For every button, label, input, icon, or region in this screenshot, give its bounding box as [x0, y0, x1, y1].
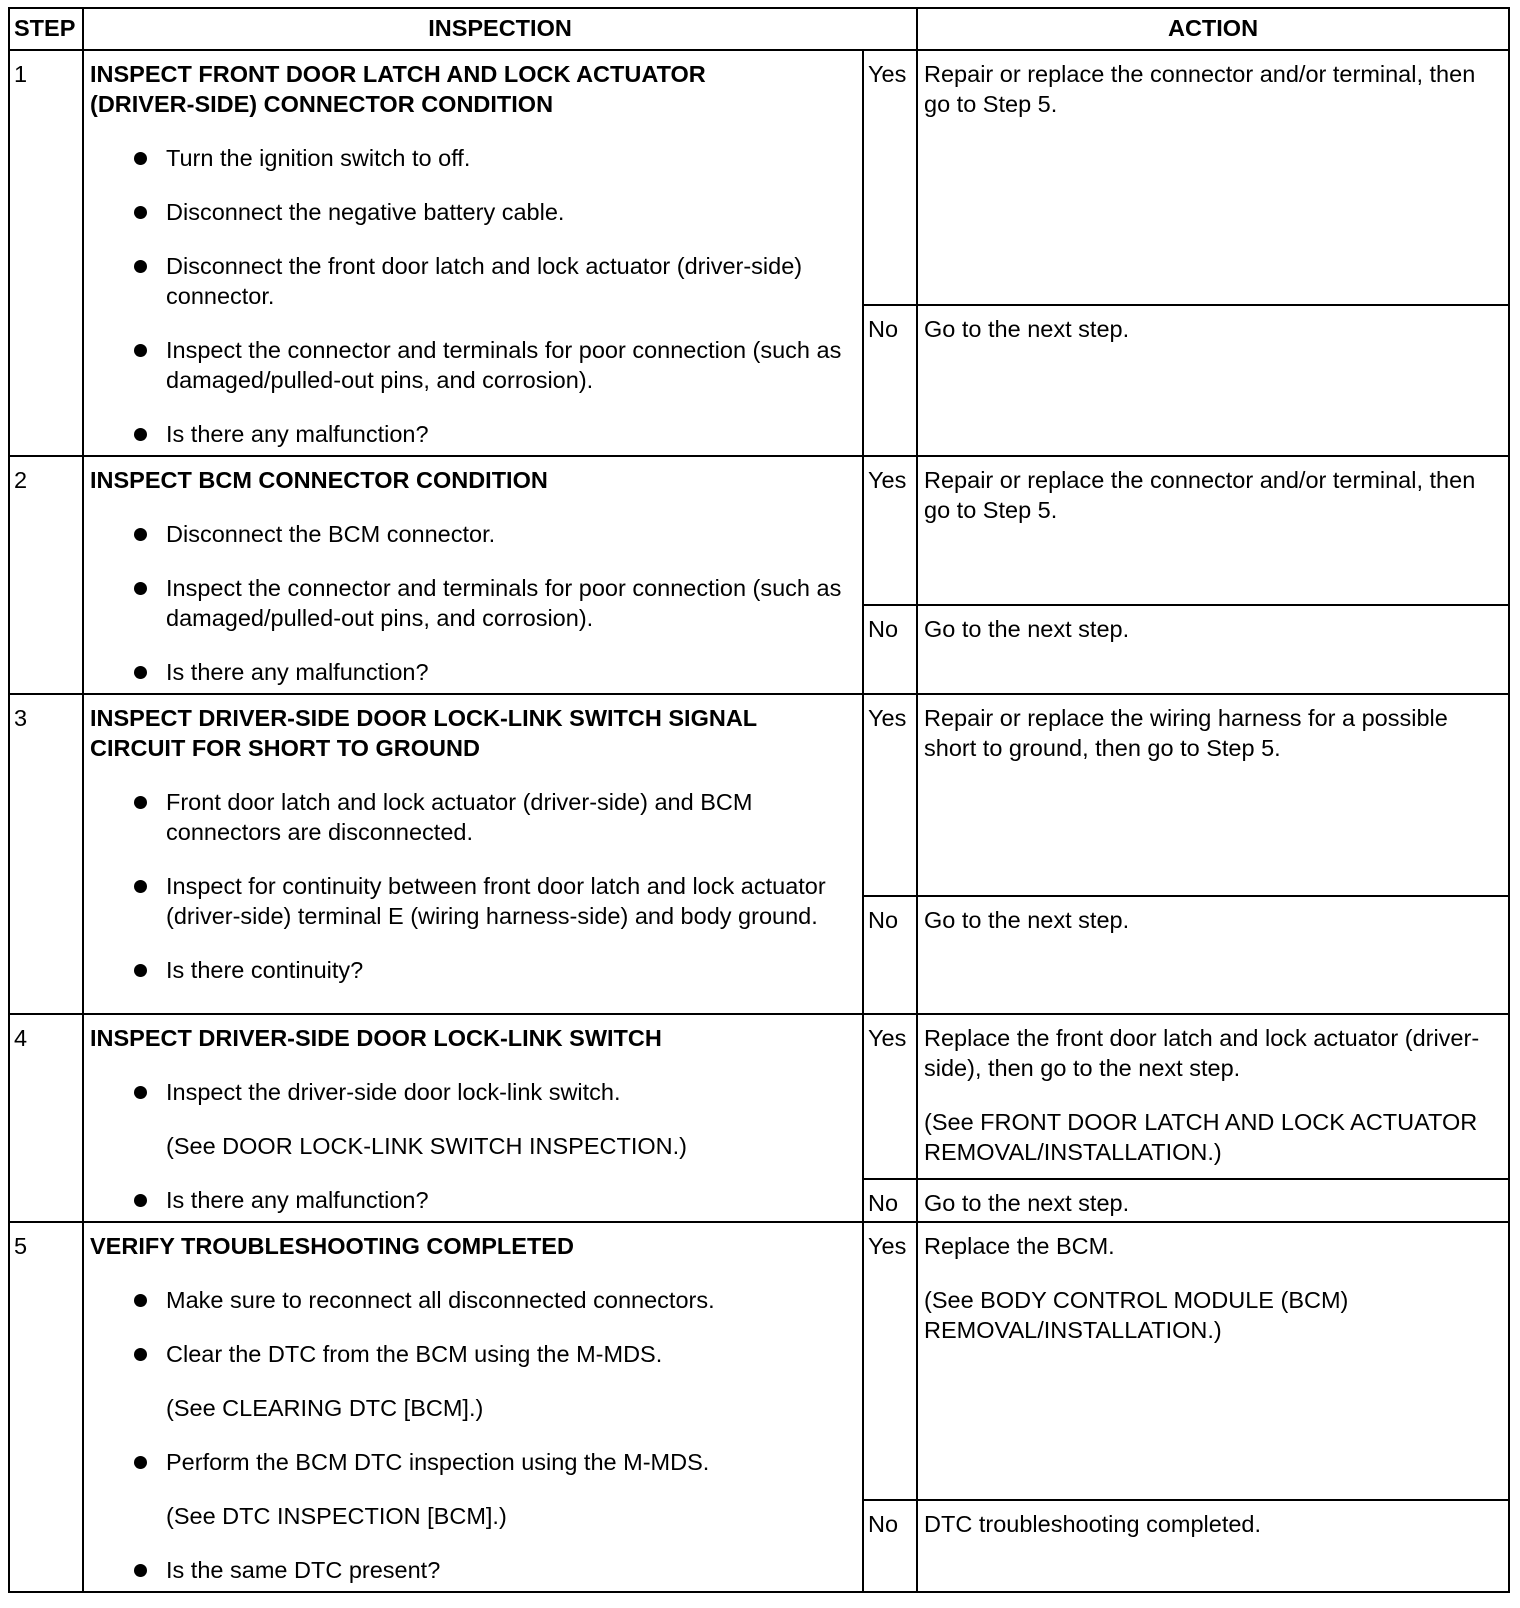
no-label: No [863, 1179, 917, 1222]
action-text: DTC troubleshooting completed. [924, 1511, 1262, 1538]
inspection-list [90, 519, 842, 687]
step-row [9, 1014, 1509, 1179]
step-title [90, 1231, 842, 1261]
step-title [90, 59, 842, 119]
inspection-cell [83, 1014, 863, 1222]
inspection-column-header: INSPECTION [83, 8, 917, 50]
inspection-item: Front door latch and lock actuator (driver-side) and BCM connectors are disconnected. [90, 787, 842, 847]
inspection-item: Disconnect the front door latch and lock actuator (driver-side) connector. [90, 251, 842, 311]
step-column-header: STEP [9, 8, 83, 50]
step-row [9, 1222, 1509, 1500]
inspection-item: Disconnect the BCM connector. [90, 519, 842, 549]
step-title-line: INSPECT DRIVER-SIDE DOOR LOCK-LINK SWITCH SIGNAL [90, 705, 758, 731]
inspection-item: Is there continuity? [90, 955, 842, 985]
inspection-list [90, 143, 842, 449]
inspection-list [90, 1077, 842, 1215]
step-title [90, 465, 842, 495]
inspection-item: Perform the BCM DTC inspection using the M-MDS. [90, 1447, 842, 1477]
inspection-cell [83, 1222, 863, 1592]
no-label: No [863, 1500, 917, 1592]
no-label: No [863, 896, 917, 1014]
inspection-item: Inspect the driver-side door lock-link switch. [90, 1077, 842, 1107]
step-number: 1 [9, 50, 83, 456]
inspection-item: Is there any malfunction? [90, 657, 842, 687]
header-row [9, 8, 1509, 50]
step-title-line: INSPECT DRIVER-SIDE DOOR LOCK-LINK SWITCH [90, 1025, 662, 1051]
no-action [917, 605, 1509, 694]
yes-label: Yes [863, 456, 917, 605]
inspection-item: Make sure to reconnect all disconnected connectors. [90, 1285, 842, 1315]
action-text: (See FRONT DOOR LATCH AND LOCK ACTUATOR REMOVAL/INSTALLATION.) [924, 1109, 1478, 1165]
no-action [917, 1179, 1509, 1222]
action-text: Replace the BCM. [924, 1233, 1115, 1259]
step-number: 3 [9, 694, 83, 1014]
inspection-cell [83, 694, 863, 1014]
yes-label: Yes [863, 50, 917, 305]
action-text: Repair or replace the wiring harness for a possible short to ground, then go to Step 5. [924, 705, 1448, 761]
yes-action [917, 694, 1509, 896]
no-label: No [863, 305, 917, 456]
inspection-list [90, 1285, 842, 1585]
yes-action [917, 456, 1509, 605]
step-row [9, 456, 1509, 605]
no-label: No [863, 605, 917, 694]
action-text: Repair or replace the connector and/or terminal, then go to Step 5. [924, 61, 1476, 117]
yes-label: Yes [863, 1014, 917, 1179]
step-number: 5 [9, 1222, 83, 1592]
inspection-item: Inspect the connector and terminals for poor connection (such as damaged/pulled-out pins, and corrosion). [90, 335, 842, 395]
no-action [917, 1500, 1509, 1592]
reference-note: (See DTC INSPECTION [BCM].) [166, 1503, 507, 1529]
step-row [9, 50, 1509, 305]
action-text: Go to the next step. [924, 316, 1130, 343]
action-text: Go to the next step. [924, 616, 1130, 643]
inspection-item: Clear the DTC from the BCM using the M-MDS. [90, 1339, 842, 1369]
inspection-list [90, 787, 842, 985]
reference-note: (See DOOR LOCK-LINK SWITCH INSPECTION.) [166, 1133, 687, 1159]
step-title-line: CIRCUIT FOR SHORT TO GROUND [90, 735, 480, 761]
yes-label: Yes [863, 1222, 917, 1500]
no-action [917, 896, 1509, 1014]
step-title-line: INSPECT FRONT DOOR LATCH AND LOCK ACTUATOR [90, 61, 706, 87]
action-text: Replace the front door latch and lock actuator (driver-side), then go to the next step. [924, 1025, 1480, 1081]
action-text: Repair or replace the connector and/or terminal, then go to Step 5. [924, 467, 1476, 523]
yes-action [917, 1222, 1509, 1500]
inspection-item: Turn the ignition switch to off. [90, 143, 842, 173]
inspection-item: Inspect the connector and terminals for poor connection (such as damaged/pulled-out pins, and corrosion). [90, 573, 842, 633]
step-number: 4 [9, 1014, 83, 1222]
step-title [90, 703, 842, 763]
inspection-item: Disconnect the negative battery cable. [90, 197, 842, 227]
step-title [90, 1023, 842, 1053]
step-row [9, 694, 1509, 896]
inspection-item: Is there any malfunction? [90, 1185, 842, 1215]
action-text: (See BODY CONTROL MODULE (BCM) REMOVAL/INSTALLATION.) [924, 1287, 1349, 1343]
action-text: Go to the next step. [924, 1189, 1130, 1216]
inspection-cell [83, 456, 863, 694]
inspection-item: Is there any malfunction? [90, 419, 842, 449]
step-number: 2 [9, 456, 83, 694]
yes-action [917, 50, 1509, 305]
action-text: Go to the next step. [924, 907, 1130, 933]
yes-label: Yes [863, 694, 917, 896]
step-title-line: (DRIVER-SIDE) CONNECTOR CONDITION [90, 91, 554, 117]
steps-body [9, 50, 1509, 1592]
action-column-header: ACTION [917, 8, 1509, 50]
yes-action [917, 1014, 1509, 1179]
inspection-item: Is the same DTC present? [90, 1555, 842, 1585]
step-title-line: VERIFY TROUBLESHOOTING COMPLETED [90, 1233, 574, 1259]
no-action [917, 305, 1509, 456]
inspection-cell [83, 50, 863, 456]
reference-note: (See CLEARING DTC [BCM].) [166, 1395, 484, 1421]
troubleshooting-table [8, 7, 1510, 1593]
inspection-item: Inspect for continuity between front door latch and lock actuator (driver-side) terminal E (wiring harness-side) and body ground. [90, 871, 842, 931]
step-title-line: INSPECT BCM CONNECTOR CONDITION [90, 467, 548, 493]
